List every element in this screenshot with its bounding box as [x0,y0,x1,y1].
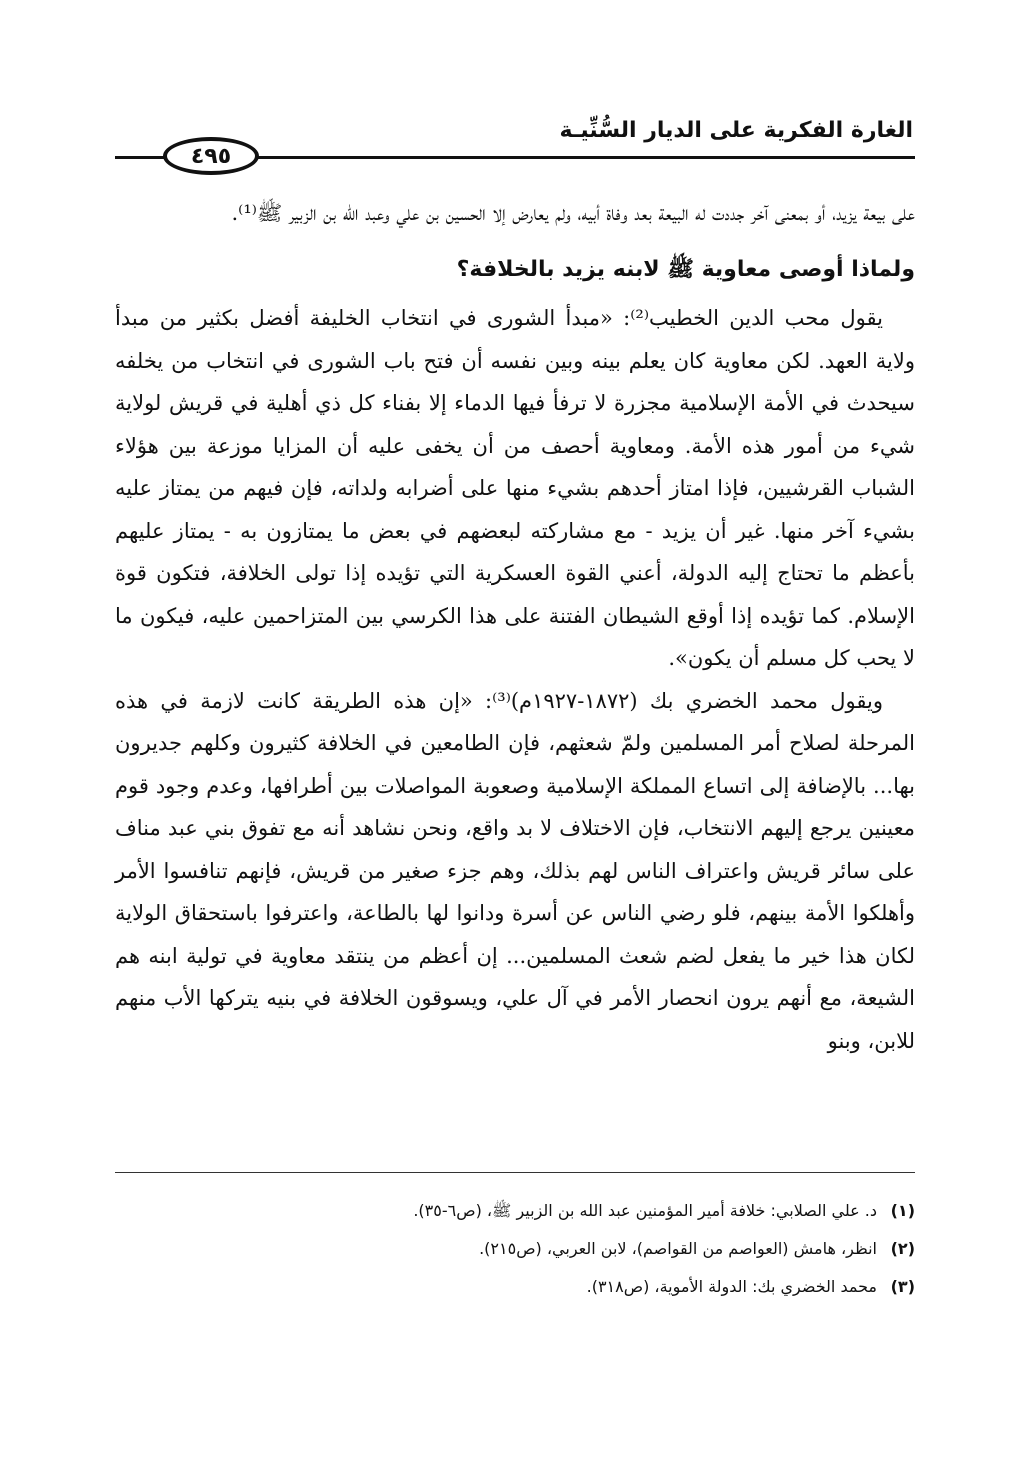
footnote-rule [115,1172,915,1173]
paragraph-1: على بيعة يزيد، أو بمعنى آخر جددت له البيعة بعد وفاة أبيه، ولم يعارض إلا الحسين بن علي وعبد الله بن الزبير ﷺ⁽¹⁾. [231,201,915,225]
footnote-1 [115,1192,915,1230]
footnote-number: (١) [890,1201,915,1220]
page-number: ٤٩٥ [163,137,259,175]
paragraph-3: ويقول محمد الخضري بك (١٨٧٢-١٩٢٧م)⁽³⁾: «إن هذه الطريقة كانت لازمة في هذه المرحلة لصلاح أمر المسلمين ولمّ شعثهم، فإن الطامعين في الخلافة كثيرون وكلهم جديرون بها... بالإضافة إلى اتساع المملكة الإسلامية وصعوبة المواصلات بين أطرافها، وعدم وجود قوم معينين يرجع إليهم الانتخاب، فإن الاختلاف لا بد واقع، ونحن نشاهد أنه مع تفوق بني عبد مناف على سائر قريش واعتراف الناس لهم بذلك، وهم جزء صغير من قريش، فإنهم تنافسوا الأمر وأهلكوا الأمة بينهم، فلو رضي الناس عن أسرة ودانوا لها بالطاعة، واعترفوا باستحقاق الولاية لكان هذا خير ما يفعل لضم شعث المسلمين... إن أعظم من ينتقد معاوية في تولية ابنه هم الشيعة، مع أنهم يرون انحصار الأمر في آل علي، ويسوقون الخلافة في بنيه يتركها الأب منهم للابن، وبنو [115,688,915,1053]
section-heading: ولماذا أوصى معاوية ﷺ لابنه يزيد بالخلافة؟ [456,256,915,282]
footnote-2 [115,1230,915,1268]
footnote-3 [115,1268,915,1306]
footnote-text: محمد الخضري بك: الدولة الأموية، (ص٣١٨). [586,1277,877,1296]
paragraph-2: يقول محب الدين الخطيب⁽²⁾: «مبدأ الشورى في انتخاب الخليفة أفضل بكثير من مبدأ ولاية العهد. لكن معاوية كان يعلم بينه وبين نفسه أن فتح باب الشورى في انتخاب من يخلفه سيحدث في الأمة الإسلامية مجزرة لا ترفأ فيها الدماء إلا بفناء كل ذي أهلية في قريش لولاية شيء من أمور هذه الأمة. ومعاوية أحصف من أن يخفى عليه أن المزايا موزعة بين هؤلاء الشباب القرشيين، فإذا امتاز أحدهم بشيء منها على أضرابه ولداته، فإن فيهم من يمتاز عليه بشيء آخر منها. غير أن يزيد - مع مشاركته لبعضهم في بعض ما يمتازون به - يمتاز عليهم بأعظم ما تحتاج إليه الدولة، أعني القوة العسكرية التي تؤيده إذا تولى الخلافة، فتكون قوة الإسلام. كما تؤيده إذا أوقع الشيطان الفتنة على هذا الكرسي بين المتزاحمين عليه، فيكون ما لا يحب كل مسلم أن يكون». [115,306,915,670]
running-title: الغارة الفكرية على الديار السُّنِّيـة [559,118,913,143]
footnote-text: د. علي الصلابي: خلافة أمير المؤمنين عبد الله بن الزبير ﷺ، (ص٦-٣٥). [413,1201,877,1220]
footnote-number: (٢) [890,1239,915,1258]
footnotes [115,1192,915,1306]
footnote-text: انظر، هامش (العواصم من القواصم)، لابن العربي، (ص٢١٥). [479,1239,877,1258]
footnote-number: (٣) [890,1277,915,1296]
main-text [115,192,915,1062]
